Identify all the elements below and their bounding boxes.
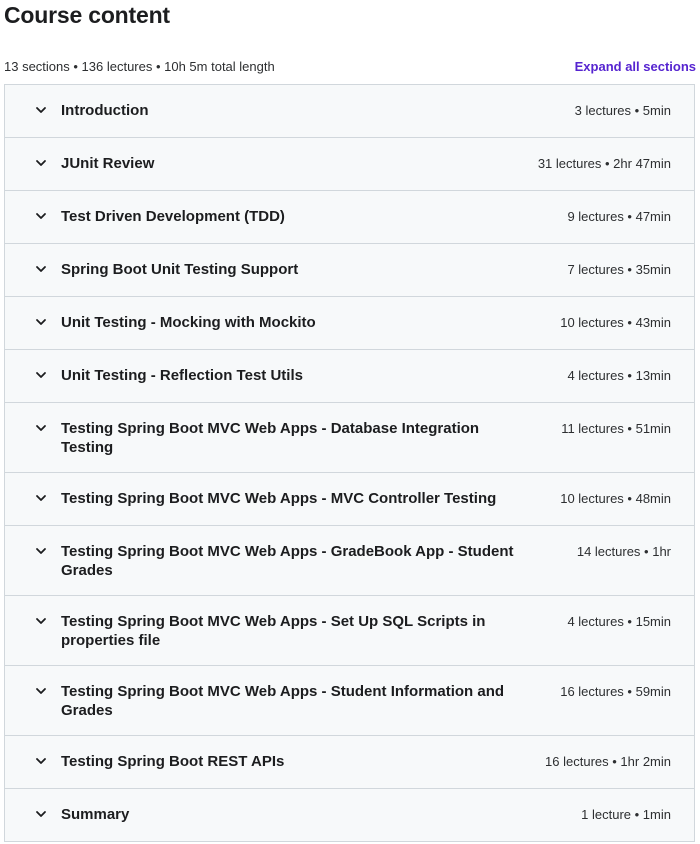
section-header[interactable]: [5, 244, 694, 297]
chevron-down-icon: [34, 209, 48, 223]
chevron-down-icon: [34, 684, 48, 698]
section-meta: 1 lecture • 1min: [581, 807, 671, 822]
section-meta: 10 lectures • 48min: [560, 491, 671, 506]
section-header[interactable]: [5, 138, 694, 191]
section-header[interactable]: [5, 473, 694, 526]
section-meta: 7 lectures • 35min: [567, 262, 671, 277]
section-title: Testing Spring Boot MVC Web Apps - Database Integration Testing: [61, 420, 480, 456]
section-header[interactable]: [5, 350, 694, 403]
section-title: Testing Spring Boot MVC Web Apps - Student Information and Grades: [61, 683, 505, 719]
chevron-down-icon: [34, 315, 48, 329]
section-meta: 10 lectures • 43min: [560, 315, 671, 330]
page-title: Course content: [4, 2, 170, 28]
chevron-down-icon: [34, 103, 48, 117]
section-meta: 11 lectures • 51min: [561, 421, 671, 436]
chevron-down-icon: [34, 262, 48, 276]
chevron-down-icon: [34, 368, 48, 382]
section-header[interactable]: [5, 789, 694, 842]
section-header[interactable]: [5, 191, 694, 244]
expand-all-sections-link[interactable]: Expand all sections: [574, 58, 696, 74]
section-meta: 31 lectures • 2hr 47min: [537, 156, 671, 171]
section-title: Introduction: [61, 102, 149, 119]
chevron-down-icon: [34, 614, 48, 628]
section-meta: 16 lectures • 1hr 2min: [545, 754, 671, 769]
section-header[interactable]: [5, 85, 694, 138]
section-title: Testing Spring Boot MVC Web Apps - Set Up SQL Scripts in properties file: [61, 613, 486, 649]
course-summary: 13 sections • 136 lectures • 10h 5m total length: [4, 58, 275, 74]
section-meta: 4 lectures • 13min: [567, 368, 671, 383]
chevron-down-icon: [34, 754, 48, 768]
section-header[interactable]: [5, 403, 694, 473]
section-header[interactable]: [5, 666, 694, 736]
section-meta: 3 lectures • 5min: [574, 103, 671, 118]
section-header[interactable]: [5, 526, 694, 596]
section-header[interactable]: [5, 297, 694, 350]
section-title: Testing Spring Boot REST APIs: [61, 753, 285, 770]
section-title: Testing Spring Boot MVC Web Apps - MVC Controller Testing: [61, 490, 497, 507]
section-title: Summary: [61, 806, 130, 823]
section-header[interactable]: [5, 596, 694, 666]
section-title: Spring Boot Unit Testing Support: [61, 261, 299, 278]
section-meta: 14 lectures • 1hr: [576, 544, 671, 559]
section-meta: 9 lectures • 47min: [567, 209, 671, 224]
chevron-down-icon: [34, 807, 48, 821]
section-title: Test Driven Development (TDD): [61, 208, 285, 225]
chevron-down-icon: [34, 156, 48, 170]
section-meta: 4 lectures • 15min: [567, 614, 671, 629]
section-meta: 16 lectures • 59min: [560, 684, 671, 699]
section-title: JUnit Review: [61, 155, 155, 172]
sections-accordion: [4, 84, 695, 842]
chevron-down-icon: [34, 421, 48, 435]
chevron-down-icon: [34, 491, 48, 505]
section-title: Unit Testing - Reflection Test Utils: [61, 367, 303, 384]
chevron-down-icon: [34, 544, 48, 558]
section-header[interactable]: [5, 736, 694, 789]
section-title: Testing Spring Boot MVC Web Apps - GradeBook App - Student Grades: [61, 543, 514, 579]
section-title: Unit Testing - Mocking with Mockito: [61, 314, 316, 331]
course-summary-row: [4, 56, 696, 76]
